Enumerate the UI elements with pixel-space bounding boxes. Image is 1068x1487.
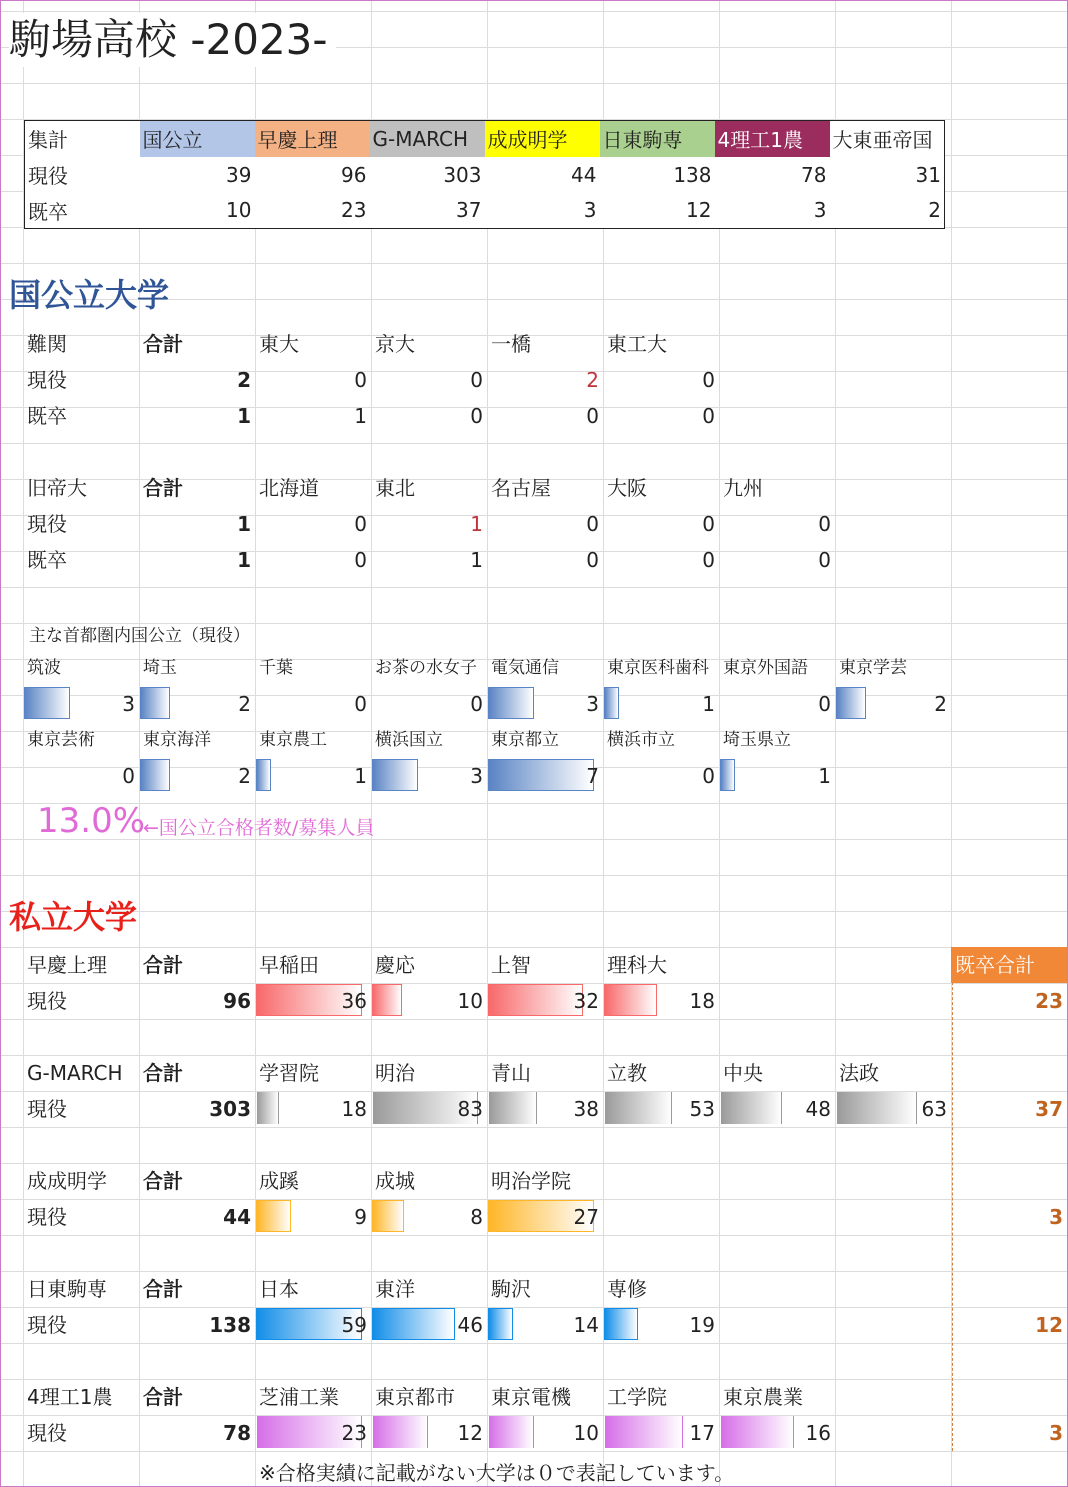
row-value: 0 [470, 368, 483, 392]
university-name: 芝浦工業 [259, 1385, 339, 1409]
group-name: 早慶上理 [27, 953, 107, 977]
row-label: 既卒 [27, 404, 67, 428]
row-value: 0 [702, 404, 715, 428]
university-value: 23 [255, 1415, 371, 1451]
university-name: 成蹊 [259, 1169, 299, 1193]
group-total: 303 [209, 1097, 251, 1121]
row-label: 既卒 [27, 548, 67, 572]
data-bar [836, 1092, 917, 1124]
summary-table [24, 120, 945, 229]
row-value: 0 [354, 368, 367, 392]
row-label: 現役 [27, 1097, 67, 1121]
university-value: 14 [487, 1307, 603, 1343]
national-section-title: 国公立大学 [9, 276, 170, 314]
row-value: 0 [586, 548, 599, 572]
group-name: 成成明学 [27, 1169, 107, 1193]
data-bar [604, 1308, 638, 1340]
graduate-total: 3 [1049, 1205, 1063, 1229]
data-bar [140, 759, 170, 791]
row-total: 1 [237, 404, 251, 428]
university-name: 立教 [607, 1061, 647, 1085]
row-value: 0 [470, 404, 483, 428]
metro-university-name: 筑波 [27, 658, 61, 678]
university-name: 理科大 [607, 953, 667, 977]
table-header: 旧帝大 [27, 476, 87, 500]
university-name: 中央 [723, 1061, 763, 1085]
university-value: 18 [603, 983, 719, 1019]
university-name: 上智 [491, 953, 531, 977]
row-label: 現役 [27, 1205, 67, 1229]
row-label: 現役 [27, 1421, 67, 1445]
university-value: 18 [255, 1091, 371, 1127]
summary-header: 成成明学 [485, 121, 600, 157]
data-bar [256, 1200, 291, 1232]
university-name: 成城 [375, 1169, 415, 1193]
summary-value: 10 [226, 198, 252, 223]
data-bar [604, 1416, 683, 1448]
row-value: 0 [354, 548, 367, 572]
metro-university-name: 埼玉県立 [723, 730, 791, 750]
data-bar [836, 687, 866, 719]
university-name: 専修 [607, 1277, 647, 1301]
summary-value: 3 [583, 198, 597, 223]
university-value: 59 [255, 1307, 371, 1343]
metro-university-name: 東京医科歯科 [607, 658, 709, 678]
data-bar [488, 1092, 537, 1124]
summary-header: 集計 [25, 121, 140, 157]
university-value: 38 [487, 1091, 603, 1127]
metro-university-name: 東京外国語 [723, 658, 808, 678]
graduate-total: 37 [1035, 1097, 1063, 1121]
metro-value: 0 [818, 692, 831, 716]
metro-value: 0 [702, 764, 715, 788]
graduate-total: 3 [1049, 1421, 1063, 1445]
university-name: 青山 [491, 1061, 531, 1085]
data-bar [24, 687, 70, 719]
summary-row-label: 現役 [28, 164, 68, 188]
summary-value: 39 [226, 162, 252, 187]
university-value: 83 [371, 1091, 487, 1127]
group-total-label: 合計 [143, 1385, 183, 1409]
university-name: 法政 [839, 1061, 879, 1085]
group-total: 44 [223, 1205, 251, 1229]
metro-university-name: 埼玉 [143, 658, 177, 678]
university-name: 駒沢 [491, 1277, 531, 1301]
summary-value: 303 [443, 162, 482, 187]
metro-university-name: 東京海洋 [143, 730, 211, 750]
university-name: 東京都市 [375, 1385, 455, 1409]
table-header: 難関 [27, 332, 67, 356]
metro-university-name: 電気通信 [491, 658, 559, 678]
metro-value: 1 [255, 758, 371, 794]
data-bar [256, 1092, 279, 1124]
metro-value: 1 [719, 758, 835, 794]
university-value: 10 [371, 983, 487, 1019]
university-value: 19 [603, 1307, 719, 1343]
data-bar [372, 759, 418, 791]
metro-value: 0 [470, 692, 483, 716]
university-value: 36 [255, 983, 371, 1019]
metro-university-name: 東京農工 [259, 730, 327, 750]
university-value: 63 [835, 1091, 951, 1127]
row-total: 1 [237, 512, 251, 536]
summary-header: 大東亜帝国 [830, 121, 945, 157]
metro-value: 7 [487, 758, 603, 794]
metro-university-name: 東京都立 [491, 730, 559, 750]
row-value: 0 [702, 368, 715, 392]
row-value: 2 [586, 368, 599, 392]
summary-value: 37 [456, 198, 482, 223]
page-title: 駒場高校 -2023- [9, 13, 336, 67]
university-name: 慶応 [375, 953, 415, 977]
group-name: G-MARCH [27, 1061, 123, 1085]
data-bar [488, 984, 583, 1016]
summary-value: 12 [686, 198, 712, 223]
university-name: 工学院 [607, 1385, 667, 1409]
summary-header: G-MARCH [370, 121, 485, 157]
university-name: 東京電機 [491, 1385, 571, 1409]
graduate-total-header: 既卒合計 [951, 947, 1067, 983]
summary-header: 早慶上理 [255, 121, 370, 157]
row-value: 1 [470, 548, 483, 572]
table-header: 一橋 [491, 332, 531, 356]
row-label: 現役 [27, 1313, 67, 1337]
row-total: 2 [237, 368, 251, 392]
row-total: 1 [237, 548, 251, 572]
metro-university-name: 横浜市立 [607, 730, 675, 750]
summary-value: 96 [341, 162, 367, 187]
metro-value: 3 [23, 686, 139, 722]
university-value: 10 [487, 1415, 603, 1451]
table-header: 合計 [143, 332, 183, 356]
data-bar [720, 1092, 782, 1124]
data-bar [140, 687, 170, 719]
graduate-total: 12 [1035, 1313, 1063, 1337]
university-name: 明治 [375, 1061, 415, 1085]
group-total: 138 [209, 1313, 251, 1337]
footnote: ※合格実績に記載がない大学は０で表記しています。 [259, 1461, 735, 1485]
data-bar [604, 1092, 672, 1124]
summary-row-label: 既卒 [28, 199, 68, 224]
metro-university-name: 東京芸術 [27, 730, 95, 750]
data-bar [604, 984, 657, 1016]
metro-university-name: 千葉 [259, 658, 293, 678]
university-value: 48 [719, 1091, 835, 1127]
data-bar [372, 1308, 455, 1340]
group-total-label: 合計 [143, 1277, 183, 1301]
metro-university-name: お茶の水女子 [375, 658, 477, 678]
graduate-total: 23 [1035, 989, 1063, 1013]
metro-value: 3 [487, 686, 603, 722]
metro-value: 3 [371, 758, 487, 794]
summary-value: 2 [928, 198, 941, 223]
table-header: 東工大 [607, 332, 667, 356]
university-value: 32 [487, 983, 603, 1019]
row-value: 0 [702, 512, 715, 536]
data-bar [256, 759, 271, 791]
university-value: 27 [487, 1199, 603, 1235]
table-header: 名古屋 [491, 476, 551, 500]
data-bar [372, 984, 402, 1016]
university-value: 53 [603, 1091, 719, 1127]
university-name: 東洋 [375, 1277, 415, 1301]
university-value: 12 [371, 1415, 487, 1451]
row-value: 0 [818, 512, 831, 536]
group-name: 4理工1農 [27, 1385, 113, 1409]
metro-university-name: 東京学芸 [839, 658, 907, 678]
row-value: 0 [354, 512, 367, 536]
summary-value: 138 [673, 162, 712, 187]
university-value: 16 [719, 1415, 835, 1451]
data-bar [488, 1416, 534, 1448]
row-label: 現役 [27, 512, 67, 536]
data-bar [488, 1308, 513, 1340]
group-total-label: 合計 [143, 1169, 183, 1193]
summary-value: 31 [915, 162, 941, 187]
private-section-title: 私立大学 [9, 898, 138, 936]
row-value: 0 [586, 404, 599, 428]
university-value: 17 [603, 1415, 719, 1451]
university-name: 東京農業 [723, 1385, 803, 1409]
summary-value: 78 [801, 162, 827, 187]
group-total-label: 合計 [143, 1061, 183, 1085]
university-name: 日本 [259, 1277, 299, 1301]
university-value: 9 [255, 1199, 371, 1235]
metro-value: 0 [122, 764, 135, 788]
table-header: 東北 [375, 476, 415, 500]
metro-value: 2 [139, 686, 255, 722]
table-header: 合計 [143, 476, 183, 500]
row-value: 0 [818, 548, 831, 572]
data-bar [488, 687, 534, 719]
summary-value: 23 [341, 198, 367, 223]
data-bar [372, 1416, 428, 1448]
university-name: 明治学院 [491, 1169, 571, 1193]
summary-header: 4理工1農 [715, 121, 830, 157]
university-name: 早稲田 [259, 953, 319, 977]
group-total: 96 [223, 989, 251, 1013]
group-total-label: 合計 [143, 953, 183, 977]
group-name: 日東駒専 [27, 1277, 107, 1301]
summary-value: 3 [813, 198, 827, 223]
row-label: 現役 [27, 989, 67, 1013]
summary-value: 44 [571, 162, 597, 187]
table-header: 九州 [723, 476, 763, 500]
summary-header: 日東駒専 [600, 121, 715, 157]
data-bar [372, 1200, 404, 1232]
university-value: 46 [371, 1307, 487, 1343]
data-bar [720, 759, 735, 791]
summary-header: 国公立 [140, 121, 255, 157]
data-bar [488, 759, 594, 791]
table-header: 大阪 [607, 476, 647, 500]
metro-value: 2 [139, 758, 255, 794]
national-ratio: 13.0% [37, 801, 146, 841]
row-value: 0 [702, 548, 715, 572]
metro-value: 0 [354, 692, 367, 716]
data-bar [604, 687, 619, 719]
metro-value: 2 [835, 686, 951, 722]
row-value: 1 [354, 404, 367, 428]
group-total: 78 [223, 1421, 251, 1445]
national-ratio-note: ←国公立合格者数/募集人員 [143, 817, 375, 839]
table-header: 京大 [375, 332, 415, 356]
metro-title: 主な首都圏内国公立（現役） [29, 626, 250, 646]
data-bar [720, 1416, 794, 1448]
metro-university-name: 横浜国立 [375, 730, 443, 750]
table-header: 北海道 [259, 476, 319, 500]
table-header: 東大 [259, 332, 299, 356]
metro-value: 1 [603, 686, 719, 722]
row-value: 0 [586, 512, 599, 536]
row-value: 1 [470, 512, 483, 536]
row-label: 現役 [27, 368, 67, 392]
university-value: 8 [371, 1199, 487, 1235]
university-name: 学習院 [259, 1061, 319, 1085]
